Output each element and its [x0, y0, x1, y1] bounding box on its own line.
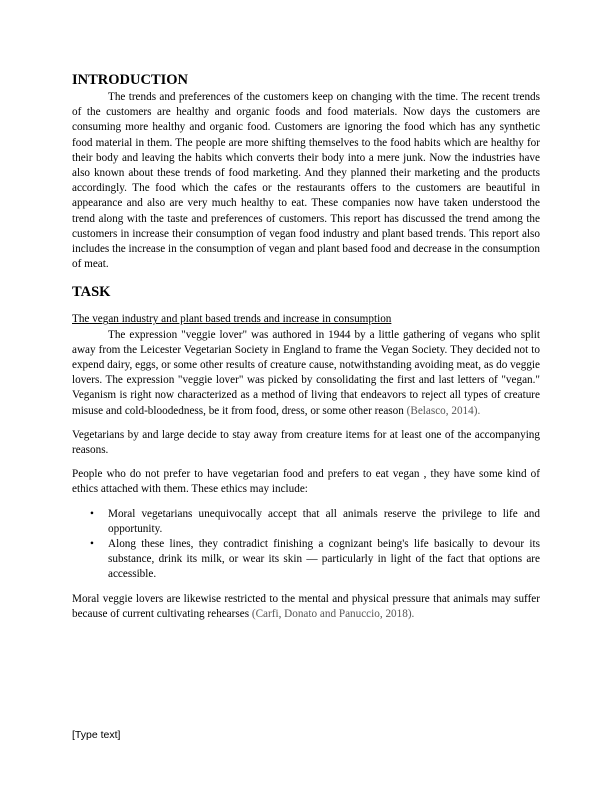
list-item-text: Along these lines, they contradict finishing a cognizant being's life basically to devour its substance, drink its milk, or wear its skin — particularly in light of the fact that options are accessible.: [108, 538, 540, 581]
introduction-heading: INTRODUCTION: [72, 72, 189, 88]
task-paragraph-4-text: Moral veggie lovers are likewise restricted to the mental and physical pressure that animals may suffer because of current cultivating rehearses: [72, 592, 540, 620]
citation-belasco: (Belasco, 2014).: [406, 404, 481, 417]
list-item-text: Moral vegetarians unequivocally accept that all animals reserve the privilege to life and opportunity.: [108, 507, 540, 535]
page-footer: [Type text]: [72, 729, 121, 741]
task-heading: TASK: [72, 284, 111, 301]
task-paragraph-2: Vegetarians by and large decide to stay away from creature items for at least one of the accompanying reasons.: [72, 428, 540, 457]
list-item: [72, 537, 540, 583]
task-paragraph-1-text: The expression "veggie lover" was authored in 1944 by a little gathering of vegans who split away from the Leicester Vegetarian Society in England to frame the Vegan Society. They decided not to expend dairy, eggs, or some other results of creature cause, notwithstanding avoiding meat, as do veggie lovers. The expression "veggie lover" was picked by consolidating the first and last letters of "vegan." Veganism is right now characterized as a method of living that endeavors to reject all types of creature misuse and cold-bloodedness, be it from food, dress, or some other reason: [72, 328, 540, 417]
task-paragraph-3: People who do not prefer to have vegetarian food and prefers to eat vegan , they have some kind of ethics attached with them. These ethics may include:: [72, 468, 540, 496]
task-paragraph-4: [72, 592, 540, 622]
bullet-icon: •: [90, 507, 94, 520]
list-item: [72, 507, 540, 537]
document-page: [72, 72, 540, 622]
task-paragraph-1: [72, 328, 540, 419]
bullet-icon: •: [90, 538, 94, 551]
introduction-paragraph: The trends and preferences of the customers keep on changing with the time. The recent trends of the customers are healthy and organic foods and food materials. Now days the customers are consuming more healthy and organic food. Customers are ignoring the food which has any synthetic food material in them. The people are more shifting themselves to the food habits which are healthy for their body and leaving the habits which converts their body into a mere junk. Now the industries have also known about these trends of food marketing. And they planned their marketing and the products accordingly. The food which the cafes or the restaurants offers to the customers are beautiful in appearance and also are very much healthy to eat. These companies now have taken understood the trend along with the taste and preferences of customers. This report has discussed the trend among the customers in increase their consumption of vegan food industry and plant based trends. This report also includes the increase in the consumption of vegan and plant based food and decrease in the consumption of meat.: [72, 91, 540, 271]
task-subheading: The vegan industry and plant based trends and increase in consumption: [72, 313, 392, 326]
ethics-list: [72, 507, 540, 583]
citation-carfi: (Carfi, Donato and Panuccio, 2018).: [251, 607, 415, 620]
